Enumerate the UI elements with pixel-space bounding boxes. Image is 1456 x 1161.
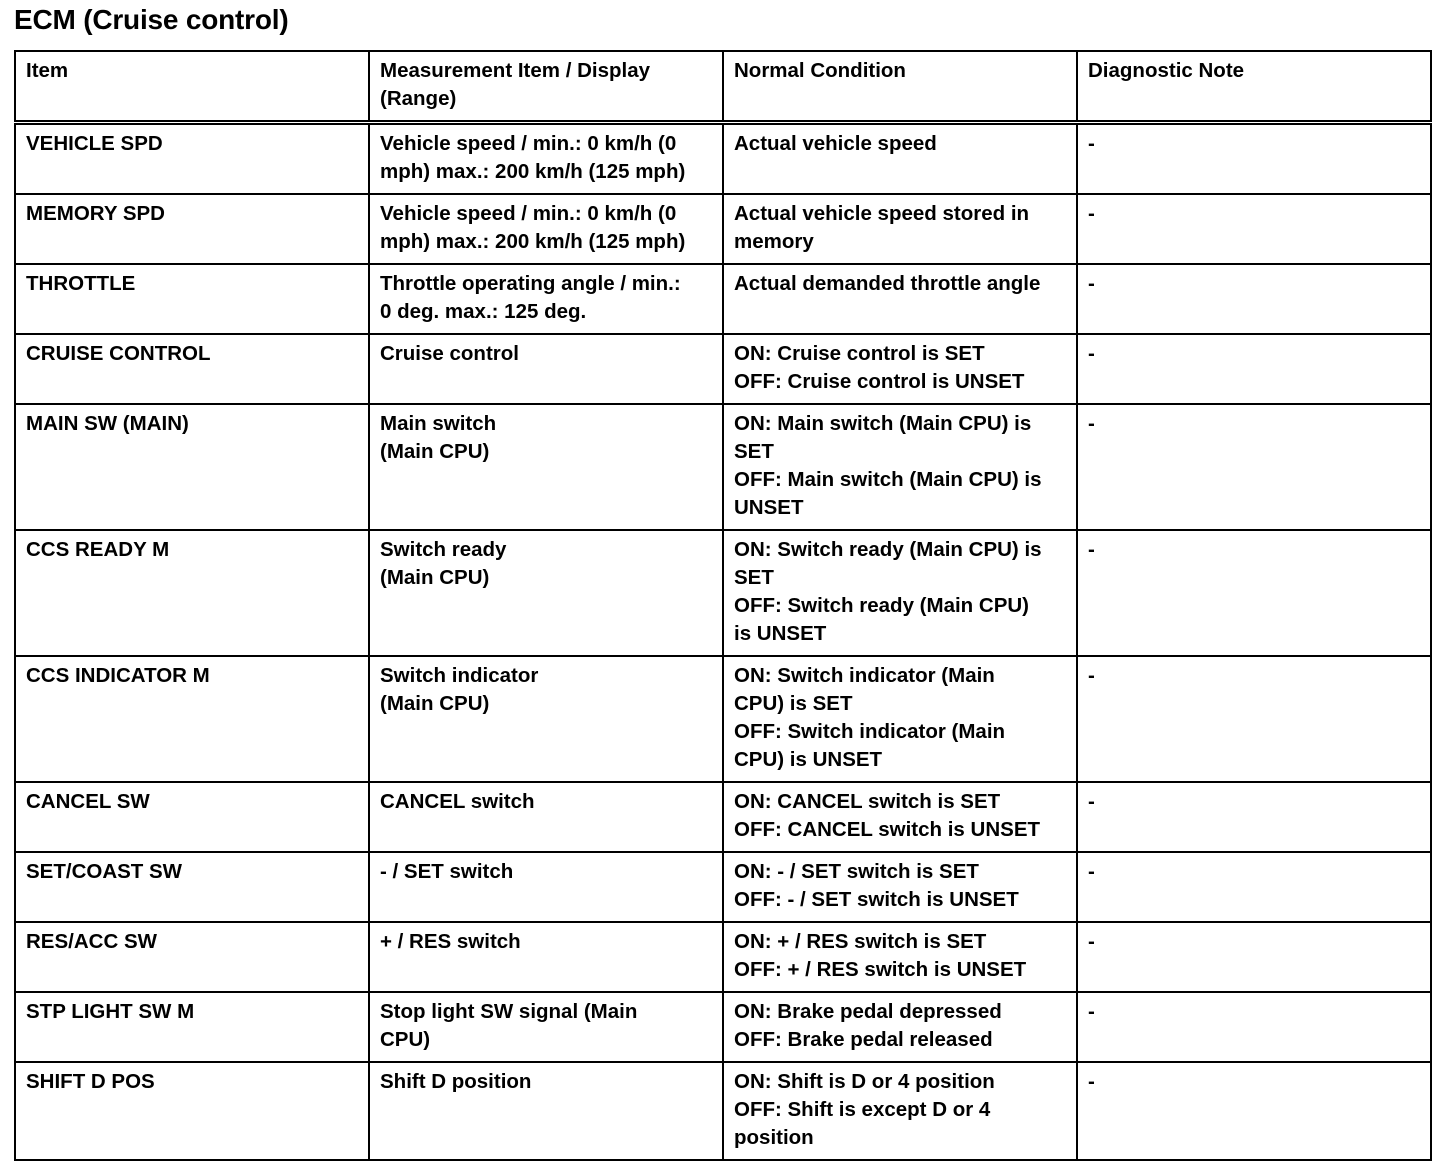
cell-normal-condition: ON: - / SET switch is SET OFF: - / SET switch is UNSET: [723, 852, 1077, 922]
cell-item: RES/ACC SW: [15, 922, 369, 992]
cell-diagnostic-note: -: [1077, 992, 1431, 1062]
cell-measurement: Switch ready (Main CPU): [369, 530, 723, 656]
table-body: [15, 123, 1431, 1161]
cell-normal-condition: Actual vehicle speed: [723, 123, 1077, 195]
cell-measurement: Main switch (Main CPU): [369, 404, 723, 530]
header-item: Item: [15, 51, 369, 123]
cell-item: CCS INDICATOR M: [15, 656, 369, 782]
cell-measurement: Shift D position: [369, 1062, 723, 1160]
cell-normal-condition: Actual demanded throttle angle: [723, 264, 1077, 334]
table-row: [15, 1062, 1431, 1160]
page-title: ECM (Cruise control): [14, 4, 289, 35]
cell-diagnostic-note: -: [1077, 194, 1431, 264]
table-row: [15, 334, 1431, 404]
cell-item: MAIN SW (MAIN): [15, 404, 369, 530]
cell-normal-condition: ON: Switch indicator (Main CPU) is SET OFF: Switch indicator (Main CPU) is UNSET: [723, 656, 1077, 782]
cell-measurement: + / RES switch: [369, 922, 723, 992]
cell-item: SHIFT D POS: [15, 1062, 369, 1160]
table-row: [15, 404, 1431, 530]
cell-diagnostic-note: -: [1077, 123, 1431, 195]
cell-item: CANCEL SW: [15, 782, 369, 852]
header-diagnostic-note: Diagnostic Note: [1077, 51, 1431, 123]
cell-item: STP LIGHT SW M: [15, 992, 369, 1062]
cell-measurement: - / SET switch: [369, 852, 723, 922]
cell-diagnostic-note: -: [1077, 656, 1431, 782]
table-row: [15, 782, 1431, 852]
cell-normal-condition: ON: Switch ready (Main CPU) is SET OFF: Switch ready (Main CPU) is UNSET: [723, 530, 1077, 656]
cell-measurement: Vehicle speed / min.: 0 km/h (0 mph) max.: 200 km/h (125 mph): [369, 123, 723, 195]
table-row: [15, 194, 1431, 264]
cell-diagnostic-note: -: [1077, 852, 1431, 922]
table-row: [15, 656, 1431, 782]
data-table-container: [14, 50, 1430, 1161]
table-header: [15, 51, 1431, 123]
cell-measurement: Cruise control: [369, 334, 723, 404]
table-row: [15, 922, 1431, 992]
cell-normal-condition: ON: Shift is D or 4 position OFF: Shift is except D or 4 position: [723, 1062, 1077, 1160]
cell-diagnostic-note: -: [1077, 334, 1431, 404]
table-row: [15, 852, 1431, 922]
cell-item: CRUISE CONTROL: [15, 334, 369, 404]
cell-diagnostic-note: -: [1077, 530, 1431, 656]
cell-measurement: Vehicle speed / min.: 0 km/h (0 mph) max.: 200 km/h (125 mph): [369, 194, 723, 264]
cell-measurement: Throttle operating angle / min.: 0 deg. max.: 125 deg.: [369, 264, 723, 334]
data-table: [14, 50, 1432, 1161]
cell-normal-condition: ON: CANCEL switch is SET OFF: CANCEL switch is UNSET: [723, 782, 1077, 852]
cell-diagnostic-note: -: [1077, 1062, 1431, 1160]
table-row: [15, 123, 1431, 195]
cell-item: CCS READY M: [15, 530, 369, 656]
cell-diagnostic-note: -: [1077, 922, 1431, 992]
cell-item: VEHICLE SPD: [15, 123, 369, 195]
table-row: [15, 530, 1431, 656]
cell-normal-condition: ON: Brake pedal depressed OFF: Brake pedal released: [723, 992, 1077, 1062]
cell-item: SET/COAST SW: [15, 852, 369, 922]
cell-diagnostic-note: -: [1077, 264, 1431, 334]
cell-normal-condition: ON: + / RES switch is SET OFF: + / RES switch is UNSET: [723, 922, 1077, 992]
header-measurement: Measurement Item / Display (Range): [369, 51, 723, 123]
cell-normal-condition: ON: Cruise control is SET OFF: Cruise control is UNSET: [723, 334, 1077, 404]
cell-item: THROTTLE: [15, 264, 369, 334]
cell-measurement: Stop light SW signal (Main CPU): [369, 992, 723, 1062]
header-row: [15, 51, 1431, 123]
table-row: [15, 992, 1431, 1062]
cell-diagnostic-note: -: [1077, 782, 1431, 852]
cell-item: MEMORY SPD: [15, 194, 369, 264]
table-row: [15, 264, 1431, 334]
cell-diagnostic-note: -: [1077, 404, 1431, 530]
cell-normal-condition: ON: Main switch (Main CPU) is SET OFF: Main switch (Main CPU) is UNSET: [723, 404, 1077, 530]
cell-normal-condition: Actual vehicle speed stored in memory: [723, 194, 1077, 264]
cell-measurement: Switch indicator (Main CPU): [369, 656, 723, 782]
header-normal-condition: Normal Condition: [723, 51, 1077, 123]
cell-measurement: CANCEL switch: [369, 782, 723, 852]
